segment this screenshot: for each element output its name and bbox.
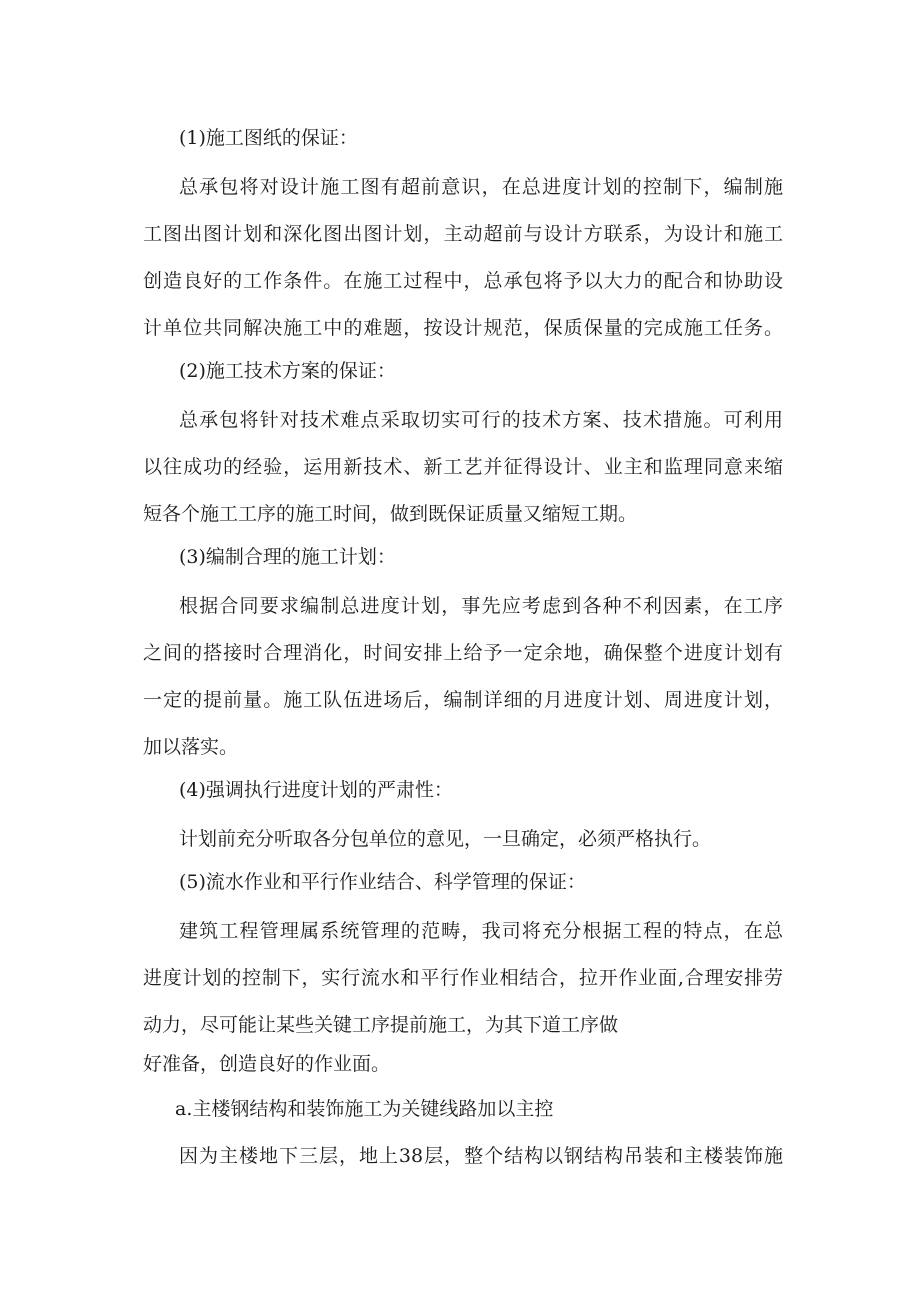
- paragraph-line: 之间的搭接时合理消化，时间安排上给予一定余地，确保整个进度计划有: [143, 642, 783, 664]
- paragraph-line: 计划前充分听取各分包单位的意见，一旦确定，必须严格执行。: [179, 828, 712, 850]
- paragraph-line: 动力，尽可能让某些关键工序提前施工，为其下道工序做: [143, 1014, 619, 1036]
- paragraph-line: 好准备，创造良好的作业面。: [143, 1053, 391, 1075]
- paragraph-line: 一定的提前量。施工队伍进场后，编制详细的月进度计划、周进度计划，: [143, 689, 783, 711]
- subsection-heading: a.主楼钢结构和装饰施工为关键线路加以主控: [175, 1098, 554, 1120]
- paragraph-line: 以往成功的经验，运用新技术、新工艺并征得设计、业主和监理同意来缩: [143, 456, 783, 478]
- section-heading: (2)施工技术方案的保证：: [179, 360, 396, 382]
- paragraph-line: 加以落实。: [143, 736, 239, 758]
- paragraph-line: 总承包将对设计施工图有超前意识，在总进度计划的控制下，编制施: [179, 176, 783, 198]
- paragraph-line: 短各个施工工序的施工时间，做到既保证质量又缩短工期。: [143, 503, 638, 525]
- section-heading: (4)强调执行进度计划的严肃性：: [179, 779, 453, 801]
- paragraph-line: 建筑工程管理属系统管理的范畴，我司将充分根据工程的特点，在总: [179, 920, 783, 942]
- paragraph-line: 根据合同要求编制总进度计划，事先应考虑到各种不利因素，在工序: [179, 595, 783, 617]
- paragraph-line: 进度计划的控制下，实行流水和平行作业相结合，拉开作业面,合理安排劳: [143, 967, 783, 989]
- section-heading: (3)编制合理的施工计划：: [179, 546, 396, 568]
- paragraph-line: 工图出图计划和深化图出图计划，主动超前与设计方联系，为设计和施工: [143, 223, 783, 245]
- paragraph-line: 因为主楼地下三层，地上38层，整个结构以钢结构吊装和主楼装饰施: [179, 1145, 783, 1167]
- section-heading: (5)流水作业和平行作业结合、科学管理的保证：: [179, 871, 586, 893]
- section-heading: (1)施工图纸的保证：: [179, 127, 358, 149]
- paragraph-line: 创造良好的工作条件。在施工过程中，总承包将予以大力的配合和协助设: [143, 270, 783, 292]
- paragraph-line: 计单位共同解决施工中的难题，按设计规范，保质保量的完成施工任务。: [143, 317, 783, 339]
- paragraph-line: 总承包将针对技术难点采取切实可行的技术方案、技术措施。可利用: [179, 409, 783, 431]
